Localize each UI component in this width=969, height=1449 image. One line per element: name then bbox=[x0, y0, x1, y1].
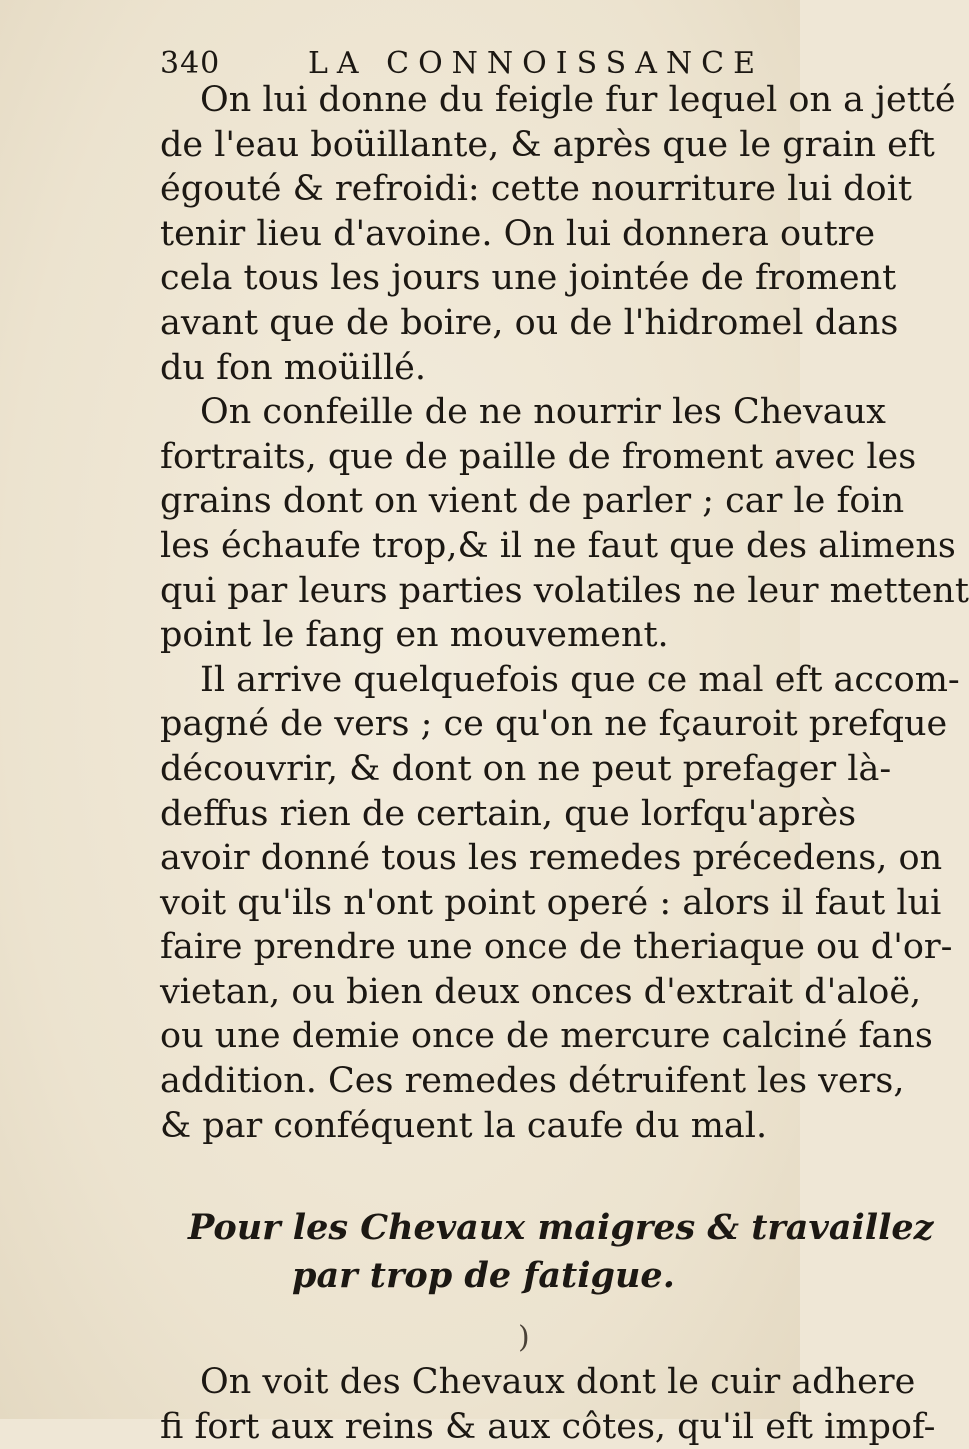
text-line: du fon moüillé. bbox=[160, 347, 426, 388]
text-line: fortraits, que de paille de froment avec les bbox=[160, 436, 917, 477]
text-line: faire prendre une once de theriaque ou d'or- bbox=[160, 927, 953, 968]
body-text bbox=[160, 78, 969, 1449]
text-line: deffus rien de certain, que lorfqu'après bbox=[160, 793, 857, 834]
text-line: point le fang en mouvement. bbox=[160, 615, 669, 656]
text-line: addition. Ces remedes détruifent les vers, bbox=[160, 1061, 905, 1102]
text-line: vietan, ou bien deux onces d'extrait d'aloë, bbox=[160, 971, 922, 1012]
text-line: égouté & refroidi: cette nourriture lui doit bbox=[160, 169, 912, 210]
text-line: les échaufe trop,& il ne faut que des alimens bbox=[160, 525, 956, 566]
text-line: Il arrive quelquefois que ce mal eft accom- bbox=[200, 659, 960, 700]
page-number: 340 bbox=[160, 46, 221, 81]
text-line: grains dont on vient de parler ; car le foin bbox=[160, 481, 905, 522]
text-line: cela tous les jours une jointée de froment bbox=[160, 258, 897, 299]
text-line: On confeille de ne nourrir les Chevaux bbox=[200, 392, 886, 433]
text-line: ou une demie once de mercure calciné fans bbox=[160, 1016, 933, 1057]
text-line: tenir lieu d'avoine. On lui donnera outre bbox=[160, 213, 876, 254]
text-line: fi fort aux reins & aux côtes, qu'il eft impof- bbox=[160, 1406, 936, 1447]
text-line: découvrir, & dont on ne peut prefager là- bbox=[160, 748, 892, 789]
section-spacer bbox=[160, 1148, 800, 1204]
text-line: qui par leurs parties volatiles ne leur mettent bbox=[160, 570, 969, 611]
text-line: voit qu'ils n'ont point operé : alors il faut lui bbox=[160, 882, 942, 923]
section-heading-continued: par trop de fatigue. bbox=[292, 1255, 675, 1297]
text-line: On lui donne du feigle fur lequel on a jetté bbox=[200, 80, 956, 120]
text-line: & par conféquent la caufe du mal. bbox=[160, 1105, 768, 1146]
footer-mark: ) bbox=[518, 1320, 530, 1355]
running-title: LA CONNOISSANCE bbox=[308, 46, 764, 81]
text-line: avant que de boire, ou de l'hidromel dans bbox=[160, 302, 899, 343]
text-line: avoir donné tous les remedes précedens, on bbox=[160, 838, 943, 879]
text-line: pagné de vers ; ce qu'on ne fçauroit prefque bbox=[160, 704, 948, 745]
section-spacer bbox=[160, 1300, 800, 1360]
section-heading: Pour les Chevaux maigres & travaillez bbox=[188, 1207, 934, 1249]
text-line: de l'eau boüillante, & après que le grain eft bbox=[160, 124, 935, 165]
text-line: On voit des Chevaux dont le cuir adhere bbox=[200, 1362, 916, 1403]
